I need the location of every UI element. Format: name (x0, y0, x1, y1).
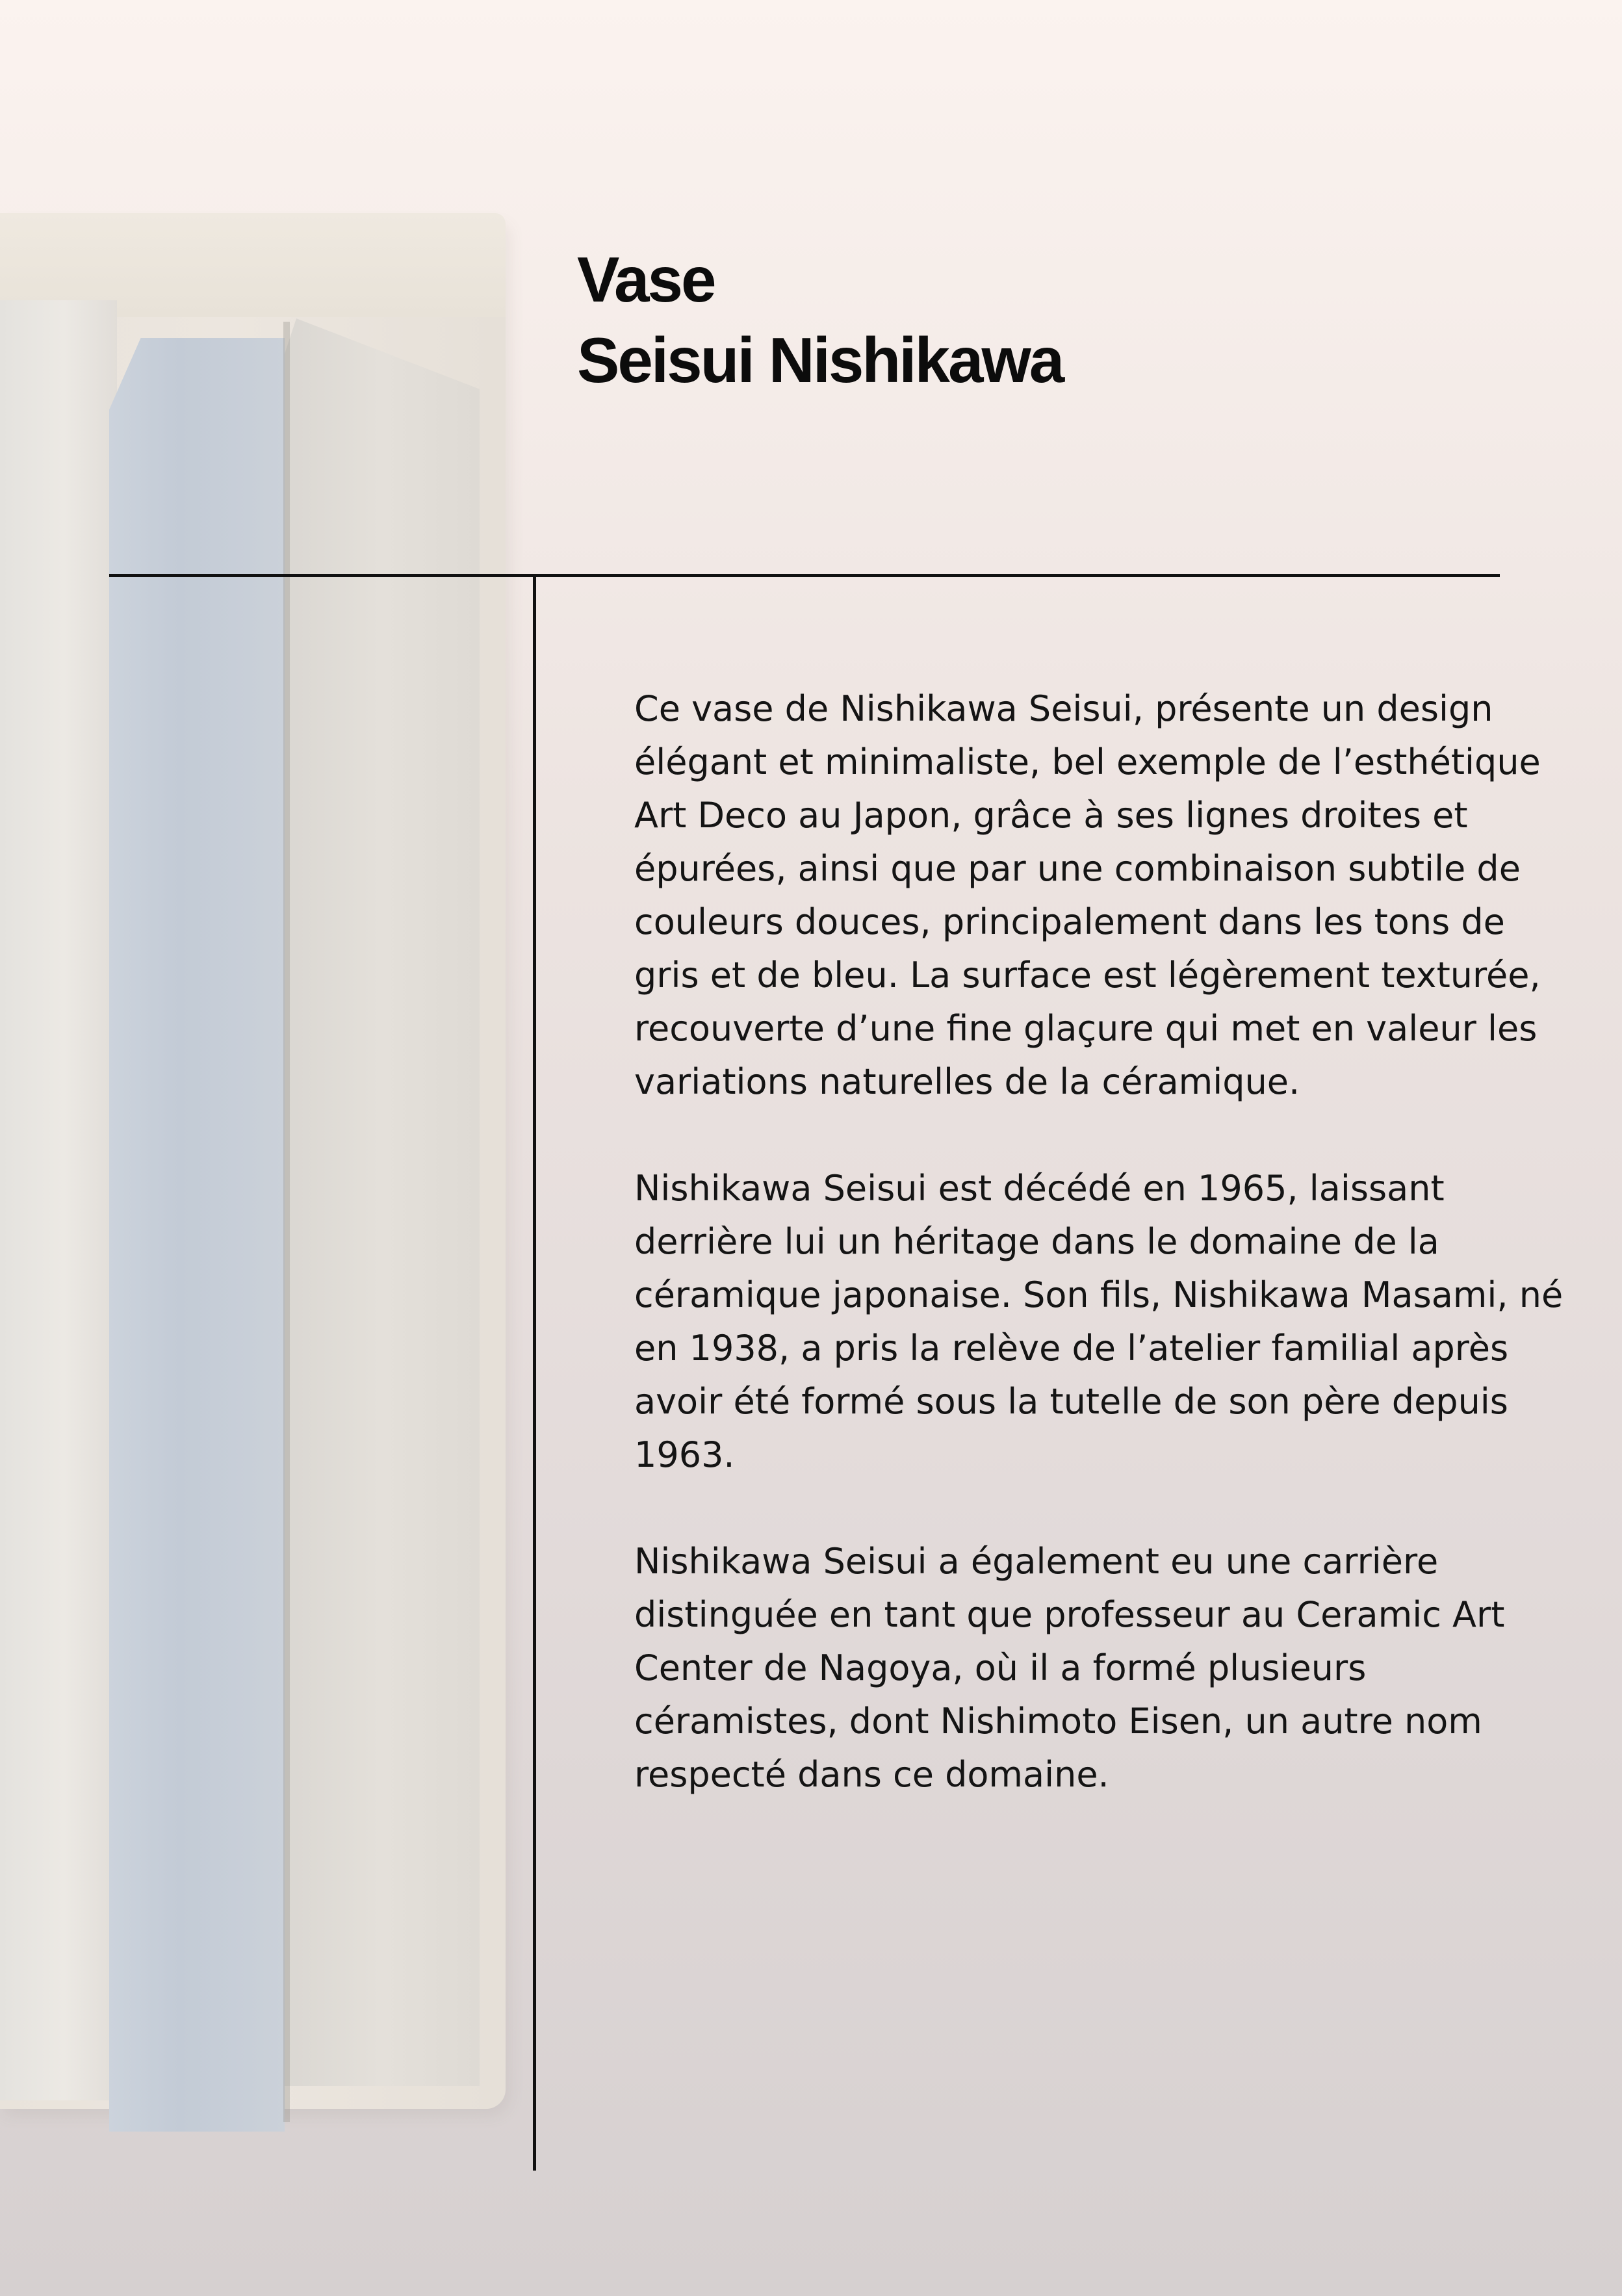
horizontal-divider (109, 574, 1500, 577)
description-text (634, 682, 1583, 1855)
page-title (577, 239, 1487, 400)
vase-photo (0, 0, 520, 2296)
paragraph-legacy: Nishikawa Seisui est décédé en 1965, laissant derrière lui un héritage dans le domaine de la céramique japonaise. Son fils, Nishikawa Masami, né en 1938, a pris la relève de l’atelier familial après avoir été formé sous la tutelle de son père depuis 1963. (634, 1168, 1564, 1475)
title-line-2: Seisui Nishikawa (577, 324, 1063, 396)
vase-left-block (0, 300, 117, 2100)
title-line-1: Vase (577, 244, 715, 315)
vase-edge-shadow (283, 322, 290, 2122)
paragraph-description: Ce vase de Nishikawa Seisui, présente un design élégant et minimaliste, bel exemple de l’esthétique Art Deco au Japon, grâce à ses lignes droites et épurées, ainsi que par une combinaison subtile de couleurs douces, principalement dans les tons de gris et de bleu. La surface est légèrement texturée, recouverte d’une fine glaçure qui met en valeur les variations naturelles de la céramique. (634, 688, 1541, 1102)
vase-mid-face (285, 318, 480, 2086)
vase-blue-face (109, 338, 285, 2132)
paragraph-career: Nishikawa Seisui a également eu une carrière distinguée en tant que professeur au Ceramic Art Center de Nagoya, où il a formé plusieurs céramistes, dont Nishimoto Eisen, un autre nom respecté dans ce domaine. (634, 1541, 1505, 1795)
vertical-divider (533, 574, 536, 2171)
